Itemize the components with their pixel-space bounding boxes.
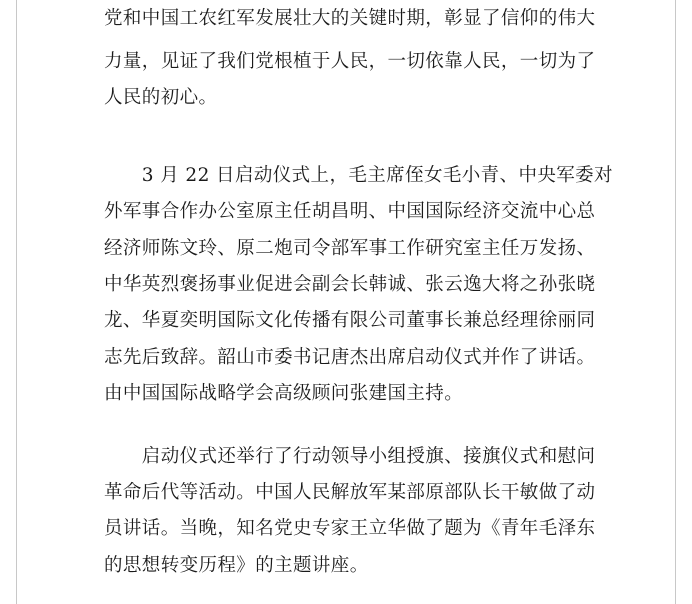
text-line: 志先后致辞。韶山市委书记唐杰出席启动仪式并作了讲话。 — [104, 347, 596, 368]
text-line: 员讲话。当晚，知名党史专家王立华做了题为《青年毛泽东 — [104, 518, 596, 539]
text-line: 外军事合作办公室原主任胡昌明、中国国际经济交流中心总 — [104, 201, 596, 222]
text-line: 启动仪式还举行了行动领导小组授旗、接旗仪式和慰问 — [104, 446, 596, 467]
page-margin-line-right — [675, 0, 676, 604]
text-line: 由中国国际战略学会高级顾问张建国主持。 — [104, 383, 464, 404]
text-line: 3 月 22 日启动仪式上，毛主席侄女毛小青、中央军委对 — [104, 165, 613, 186]
text-line: 的思想转变历程》的主题讲座。 — [104, 555, 369, 576]
text-line: 人民的初心。 — [104, 87, 218, 108]
text-line: 龙、华夏奕明国际文化传播有限公司董事长兼总经理徐丽同 — [104, 310, 596, 331]
text-line: 经济师陈文玲、原二炮司令部军事工作研究室主任万发扬、 — [104, 238, 596, 259]
text-line: 中华英烈褒扬事业促进会副会长韩诚、张云逸大将之孙张晓 — [104, 274, 596, 295]
page-margin-line-left — [16, 0, 17, 604]
text-line: 力量，见证了我们党根植于人民，一切依靠人民，一切为了 — [104, 51, 596, 72]
text-line: 革命后代等活动。中国人民解放军某部原部队长干敏做了动 — [104, 482, 596, 503]
text-line: 党和中国工农红军发展壮大的关键时期，彰显了信仰的伟大 — [104, 8, 596, 29]
